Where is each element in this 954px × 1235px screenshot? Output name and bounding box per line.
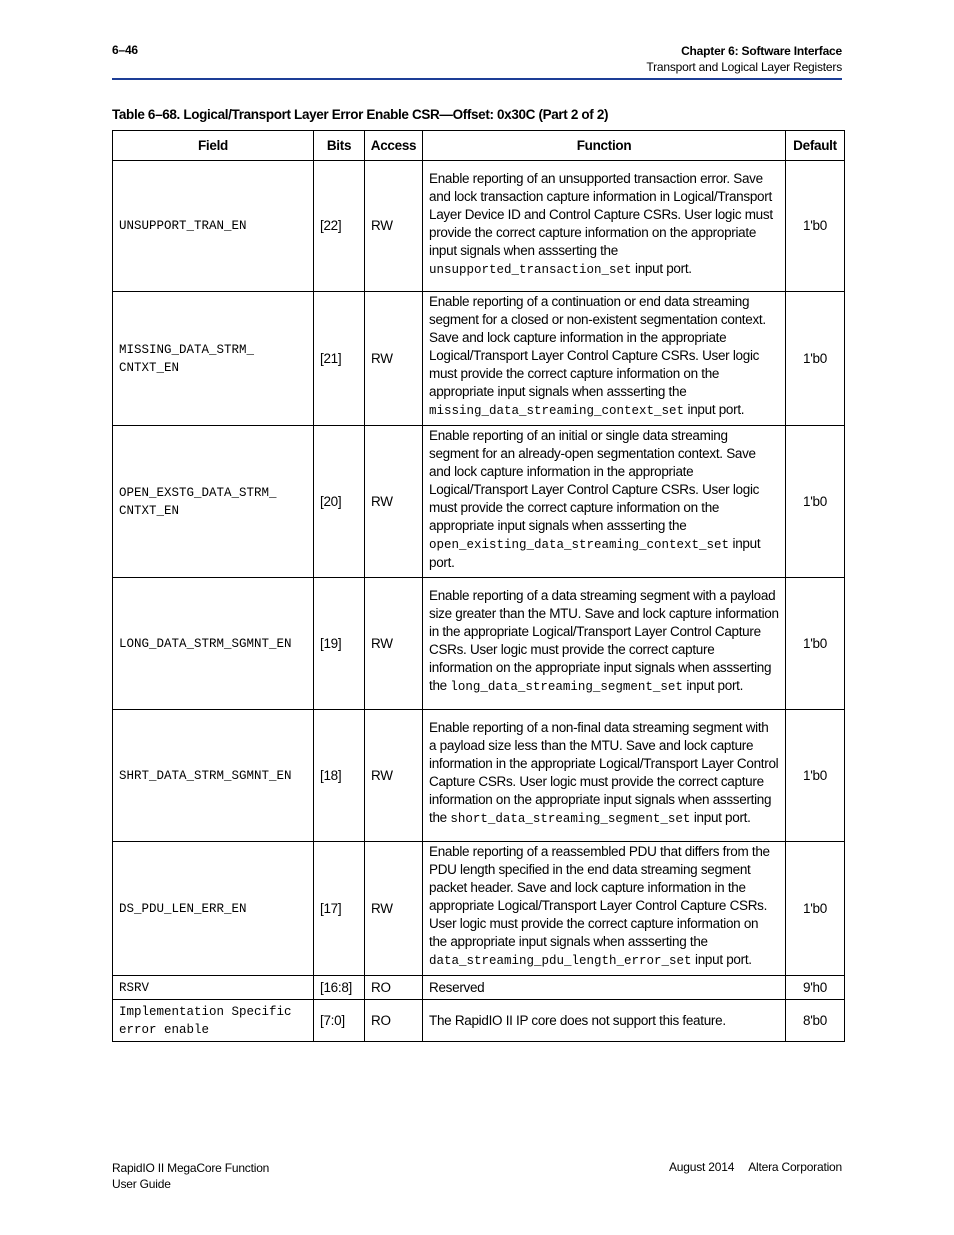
function-cell — [423, 426, 786, 578]
bits-cell: [19] — [314, 578, 365, 710]
product-name: RapidIO II MegaCore Function — [112, 1161, 270, 1175]
default-cell: 1'b0 — [786, 578, 845, 710]
column-header-bits: Bits — [314, 131, 365, 161]
field-name: RSRV — [113, 976, 314, 1000]
access-cell: RO — [365, 1000, 423, 1042]
access-cell: RW — [365, 578, 423, 710]
function-cell — [423, 292, 786, 426]
document-type: User Guide — [112, 1177, 171, 1191]
default-cell: 1'b0 — [786, 842, 845, 976]
table-row — [113, 161, 845, 292]
section-title: Transport and Logical Layer Registers — [646, 60, 842, 74]
function-text: Reserved — [429, 979, 485, 995]
bits-cell: [16:8] — [314, 976, 365, 1000]
access-cell: RO — [365, 976, 423, 1000]
access-cell: RW — [365, 161, 423, 292]
function-text-end: input port. — [690, 810, 751, 825]
function-text: Enable reporting of an initial or single data streaming segment for an already-open segmentation context. Save and lock capture information in the appropriate Logical/Transport Layer Control Capture CSRs. User logic must provide the correct capture information on the appropriate input signals when assserting the — [429, 428, 760, 533]
function-text-end: input port. — [691, 952, 752, 967]
table-row — [113, 578, 845, 710]
function-text-end: input port. — [631, 260, 692, 276]
field-name: OPEN_EXSTG_DATA_STRM_ CNTXT_EN — [113, 426, 314, 578]
bits-cell: [21] — [314, 292, 365, 426]
footer-product — [112, 1160, 269, 1192]
default-cell: 9'h0 — [786, 976, 845, 1000]
company-name: Altera Corporation — [748, 1160, 842, 1174]
function-text-end: input port. — [684, 402, 745, 417]
function-cell — [423, 976, 786, 1000]
field-name: DS_PDU_LEN_ERR_EN — [113, 842, 314, 976]
signal-name: data_streaming_pdu_length_error_set — [429, 954, 692, 968]
bits-cell: [18] — [314, 710, 365, 842]
bits-cell: [17] — [314, 842, 365, 976]
access-cell: RW — [365, 710, 423, 842]
access-cell: RW — [365, 842, 423, 976]
field-name: LONG_DATA_STRM_SGMNT_EN — [113, 578, 314, 710]
header-rule — [112, 78, 842, 80]
function-cell — [423, 710, 786, 842]
function-text: Enable reporting of an unsupported transaction error. Save and lock transaction capture information in Logical/Transport Layer Device ID and Control Capture CSRs. User logic must provide the correct capture information on the appropriate input signals when assserting the — [429, 170, 773, 258]
default-cell: 1'b0 — [786, 161, 845, 292]
function-text: Enable reporting of a continuation or end data streaming segment for a closed or non-existent segmentation context. Save and lock capture information in the appropriate Logical/Transport Layer Control Capture CSRs. User logic must provide the correct capture information on the appropriate input signals when assserting the — [429, 294, 766, 399]
function-text-end: input port. — [682, 678, 744, 693]
function-cell — [423, 842, 786, 976]
column-header-default: Default — [786, 131, 845, 161]
table-row — [113, 842, 845, 976]
page-number: 6–46 — [112, 43, 138, 57]
table-header-row — [113, 131, 845, 161]
default-cell: 1'b0 — [786, 292, 845, 426]
signal-name: unsupported_transaction_set — [429, 262, 632, 277]
function-cell — [423, 1000, 786, 1042]
register-table — [112, 130, 845, 1042]
table-row — [113, 710, 845, 842]
table-row — [113, 1000, 845, 1042]
access-cell: RW — [365, 292, 423, 426]
table-row — [113, 976, 845, 1000]
bits-cell: [22] — [314, 161, 365, 292]
column-header-field: Field — [113, 131, 314, 161]
signal-name: long_data_streaming_segment_set — [450, 680, 683, 694]
column-header-function: Function — [423, 131, 786, 161]
function-text: Enable reporting of a non-final data streaming segment with a payload size less than the MTU. Save and lock capture information in the appropriate Logical/Transport Layer Control Capture CSRs. User logic must provide the correct capture information on the appropriate input signals when assserting the — [429, 720, 779, 825]
signal-name: open_existing_data_streaming_context_set — [429, 538, 730, 552]
function-cell — [423, 578, 786, 710]
field-name: UNSUPPORT_TRAN_EN — [113, 161, 314, 292]
running-header — [646, 43, 842, 75]
function-cell — [423, 161, 786, 292]
chapter-title: Chapter 6: Software Interface — [681, 44, 842, 58]
bits-cell: [7:0] — [314, 1000, 365, 1042]
footer-publisher — [669, 1160, 842, 1174]
field-name: SHRT_DATA_STRM_SGMNT_EN — [113, 710, 314, 842]
bits-cell: [20] — [314, 426, 365, 578]
default-cell: 1'b0 — [786, 426, 845, 578]
table-row — [113, 426, 845, 578]
field-name: MISSING_DATA_STRM_ CNTXT_EN — [113, 292, 314, 426]
default-cell: 8'b0 — [786, 1000, 845, 1042]
table-row — [113, 292, 845, 426]
column-header-access: Access — [365, 131, 423, 161]
function-text: Enable reporting of a data streaming segment with a payload size greater than the MTU. Save and lock capture information in the appropriate Logical/Transport Layer Control Capture CSRs. User logic must provide the correct capture information on the appropriate input signals when assserting the — [429, 588, 779, 693]
default-cell: 1'b0 — [786, 710, 845, 842]
function-text: The RapidIO II IP core does not support this feature. — [429, 1012, 726, 1028]
publication-date: August 2014 — [669, 1160, 735, 1174]
access-cell: RW — [365, 426, 423, 578]
signal-name: missing_data_streaming_context_set — [429, 404, 685, 418]
signal-name: short_data_streaming_segment_set — [450, 812, 691, 826]
function-text: Enable reporting of a reassembled PDU that differs from the PDU length specified in the end data streaming segment packet header. Save and lock capture information in the appropriate Logical/Transport Layer Control Capture CSRs. User logic must provide the correct capture information on the appropriate input signals when assserting the — [429, 844, 770, 949]
function-text-end: input port. — [429, 536, 761, 570]
table-caption: Table 6–68. Logical/Transport Layer Error Enable CSR—Offset: 0x30C (Part 2 of 2) — [112, 107, 609, 122]
field-name: Implementation Specific error enable — [113, 1000, 314, 1042]
